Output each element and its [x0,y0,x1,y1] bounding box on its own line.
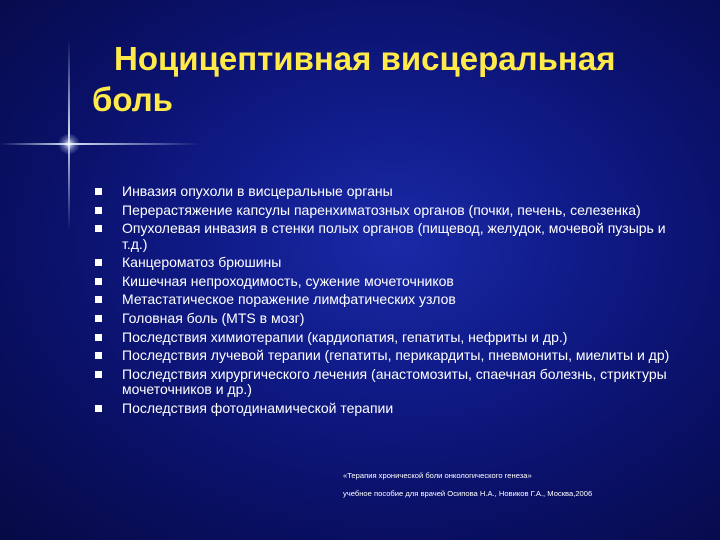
bullet-text: Инвазия опухоли в висцеральные органы [122,183,393,199]
bullet-item [92,348,692,364]
bullet-item [92,367,692,398]
footnote-line1: «Терапия хронической боли онкологического генеза» [343,471,532,480]
square-bullet-icon [95,334,102,341]
source-footnote [343,467,693,503]
bullet-item [92,401,692,417]
bullet-item [92,292,692,308]
square-bullet-icon [95,296,102,303]
bullet-item [92,221,692,252]
bullet-item [92,311,692,327]
square-bullet-icon [95,371,102,378]
bullet-text: Последствия лучевой терапии (гепатиты, перикардиты, пневмониты, миелиты и др) [122,347,670,364]
bullet-text: Перерастяжение капсулы паренхиматозных органов (почки, печень, селезенка) [122,201,641,218]
bullet-list [92,184,692,420]
square-bullet-icon [95,259,102,266]
bullet-text: Головная боль (MTS в мозг) [122,310,305,327]
square-bullet-icon [95,207,102,214]
bullet-text: Кишечная непроходимость, сужение мочеточников [122,272,454,289]
lens-flare-core [58,134,80,154]
slide-title [92,38,692,120]
bullet-item [92,255,692,271]
square-bullet-icon [95,188,102,195]
slide-title-line2: боль [92,81,173,118]
bullet-text: Опухолевая инвазия в стенки полых органов (пищевод, желудок, мочевой пузырь и т.д.) [122,220,666,252]
bullet-text: Последствия хирургического лечения (анастомозиты, спаечная болезнь, стриктуры мочеточников и др.) [122,365,667,398]
square-bullet-icon [95,315,102,322]
footnote-line2: учебное пособие для врачей Осипова Н.А., Новиков Г.А., Москва,2006 [343,489,593,498]
bullet-item [92,184,692,200]
bullet-text: Канцероматоз брюшины [122,254,282,271]
bullet-item [92,274,692,290]
bullet-item [92,330,692,346]
lens-flare-horizontal [0,143,200,145]
bullet-text: Последствия фотодинамической терапии [122,399,394,416]
bullet-text: Метастатическое поражение лимфатических узлов [122,291,456,308]
square-bullet-icon [95,352,102,359]
slide-title-line1: Ноцицептивная висцеральная [114,40,616,77]
square-bullet-icon [95,405,102,412]
square-bullet-icon [95,278,102,285]
bullet-text: Последствия химиотерапии (кардиопатия, гепатиты, нефриты и др.) [122,328,568,345]
bullet-item [92,203,692,219]
square-bullet-icon [95,225,102,232]
